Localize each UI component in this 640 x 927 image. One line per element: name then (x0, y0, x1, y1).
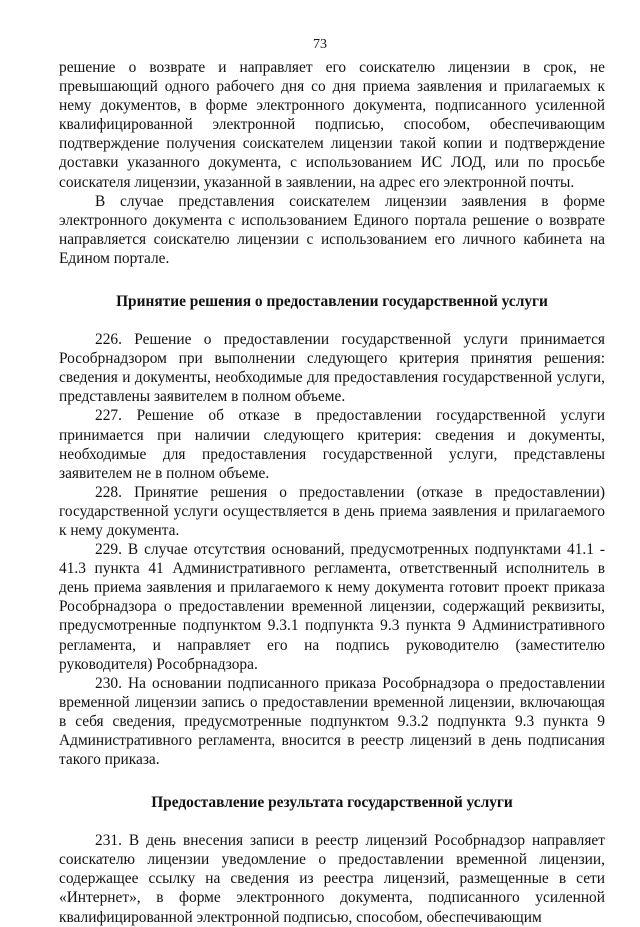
paragraph-portal-return: В случае представления соискателем лицензии заявления в форме электронного документа с использованием Единого портала решение о возврате направляется соискателю лицензии с использованием его личного кабинета на Едином портале. (59, 192, 605, 267)
paragraph-227: 227. Решение об отказе в предоставлении государственной услуги принимается при наличии следующего критерия: сведения и документы, необходимые для предоставления государственной услуги, представлены заявителем не в полном объеме. (59, 407, 605, 482)
paragraph-228: 228. Принятие решения о предоставлении (отказе в предоставлении) государственной услуги осуществляется в день приема заявления и прилагаемого к нему документа. (59, 483, 605, 539)
paragraph-231: 231. В день внесения записи в реестр лицензий Рособрнадзор направляет соискателю лицензии уведомление о предоставлении временной лицензии, содержащее ссылку на сведения из реестра лицензий, размещенные в сети «Интернет», в форме электронного документа, подписанного усиленной квалифицированной электронной подписью, способом, обеспечивающим (59, 832, 605, 926)
paragraph-230: 230. На основании подписанного приказа Рособрнадзора о предоставлении временной лицензии запись о предоставлении временной лицензии, включающая в себя сведения, предусмотренные подпунктом 9.3.2 подпункта 9.3 пункта 9 Административного регламента, вносится в реестр лицензий в день подписания такого приказа. (59, 674, 605, 769)
document-body (59, 58, 605, 927)
page-number: 73 (313, 37, 327, 52)
paragraph-return-decision: решение о возврате и направляет его соискателю лицензии в срок, не превышающий одного рабочего дня со дня приема заявления и прилагаемых к нему документов, в форме электронного документа, подписанного усиленной квалифицированной электронной подписью, способом, обеспечивающим подтверждение получения соискателем лицензии такой копии и подтверждение доставки указанного документа, с использованием ИС ЛОД, или по просьбе соискателя лицензии, указанной в заявлении, на адрес его электронной почты. (59, 59, 605, 191)
paragraph-229: 229. В случае отсутствия оснований, предусмотренных подпунктами 41.1 - 41.3 пункта 41 Административного регламента, ответственный исполнитель в день приема заявления и прилагаемого к нему документа готовит проект приказа Рособрнадзора о предоставлении временной лицензии, содержащий реквизиты, предусмотренные подпунктом 9.3.1 подпункта 9.3 пункта 9 Административного регламента, и направляет его на подпись руководителю (заместителю руководителя) Рособрнадзора. (59, 541, 605, 673)
section-heading-decision: Принятие решения о предоставлении государственной услуги (116, 293, 548, 311)
section-heading-result: Предоставление результата государственной услуги (151, 794, 513, 812)
paragraph-226: 226. Решение о предоставлении государственной услуги принимается Рособрнадзором при выполнении следующего критерия принятия решения: сведения и документы, необходимые для предоставления государственной услуги, представлены заявителем в полном объеме. (59, 331, 605, 406)
